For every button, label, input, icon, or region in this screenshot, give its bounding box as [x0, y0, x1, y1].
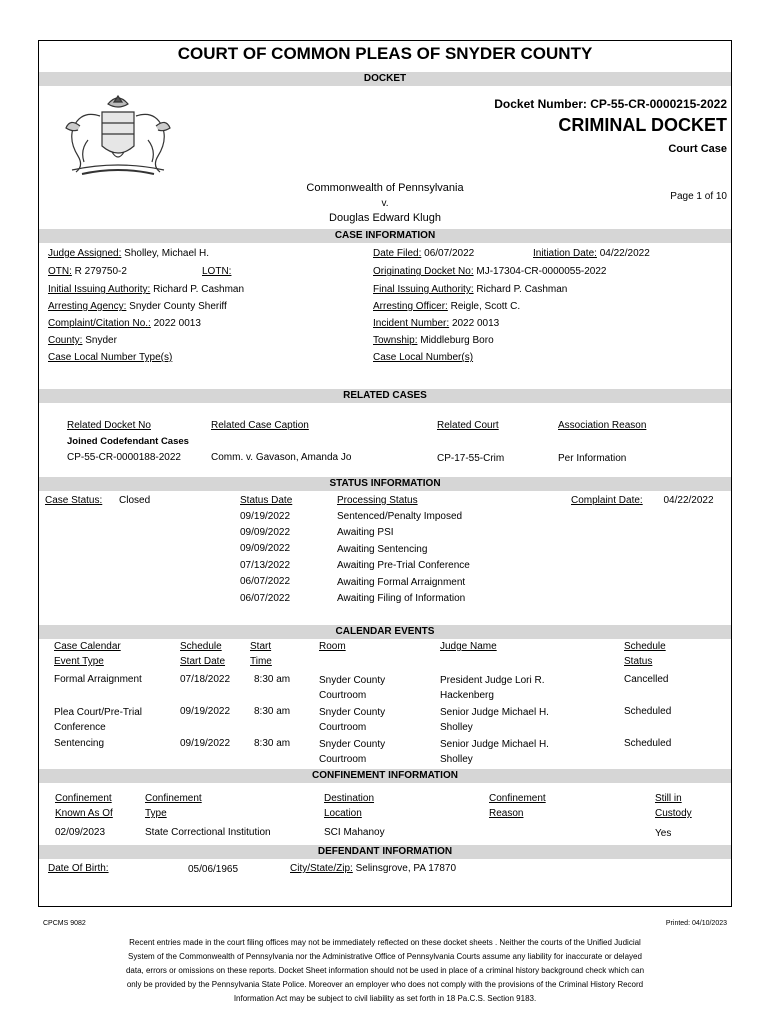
status-date: 06/07/2022: [240, 576, 291, 587]
event-type-line2: Conference: [54, 722, 106, 733]
judge-assigned-value: Sholley, Michael H.: [124, 248, 210, 259]
confinement-reason-header-line1: Confinement: [489, 793, 546, 804]
county-row: [48, 333, 117, 349]
initial-authority-value: Richard P. Cashman: [153, 284, 245, 295]
event-start-date: 09/19/2022: [180, 738, 231, 749]
schedule-status-header: [624, 639, 666, 669]
start-time-header-line1: Start: [250, 641, 272, 652]
confinement-known-header-line2: Known As Of: [55, 808, 113, 819]
status-date: 07/13/2022: [240, 560, 291, 571]
event-judge-line2: Hackenberg: [440, 690, 494, 701]
processing-status-header: Processing Status: [337, 495, 418, 506]
initiation-date-value: 04/22/2022: [599, 248, 650, 259]
incident-number-row: [373, 316, 499, 332]
status-date: 09/19/2022: [240, 511, 291, 522]
processing-status: Awaiting PSI: [337, 527, 394, 538]
judge-assigned-label: Judge Assigned:: [48, 248, 122, 259]
schedule-status-header-line2: Status: [624, 656, 653, 667]
event-start-time: 8:30 am: [254, 738, 291, 749]
county-value: Snyder: [85, 335, 117, 346]
page-indicator: Page 1 of 10: [670, 191, 727, 202]
township-row: [373, 333, 494, 349]
lotn-label: LOTN:: [202, 266, 232, 277]
city-state-zip-row: [290, 861, 456, 877]
complaint-date-row: [571, 493, 714, 509]
processing-status: Awaiting Sentencing: [337, 544, 428, 555]
event-start-time: 8:30 am: [254, 674, 291, 685]
event-room-line2: Courtroom: [319, 722, 367, 733]
event-status: Scheduled: [624, 738, 672, 749]
form-id: CPCMS 9082: [43, 920, 86, 927]
disclaimer-line: Information Act may be subject to civil liability as set forth in 18 Pa.C.S. Section 9183.: [233, 994, 537, 1003]
complaint-citation-value: 2022 0013: [153, 318, 201, 329]
complaint-citation-label: Complaint/Citation No.:: [48, 318, 151, 329]
event-room-line1: Snyder County: [319, 675, 386, 686]
docket-band: [39, 72, 731, 86]
event-type: Sentencing: [54, 738, 105, 749]
calendar-events-title: CALENDAR EVENTS: [335, 626, 435, 637]
start-time-header: [250, 639, 272, 669]
association-reason-value: Per Information: [558, 453, 627, 464]
arresting-agency-label: Arresting Agency:: [48, 301, 127, 312]
related-docket-header: Related Docket No: [67, 420, 151, 431]
case-status-label: Case Status:: [45, 495, 103, 506]
arresting-agency-value: Snyder County Sheriff: [129, 301, 227, 312]
related-court-value: CP-17-55-Crim: [437, 453, 505, 464]
still-in-custody-value: Yes: [655, 828, 672, 839]
city-state-zip-label: City/State/Zip:: [290, 863, 353, 874]
association-reason-header: Association Reason: [558, 420, 647, 431]
schedule-start-date-header-line2: Start Date: [180, 656, 226, 667]
otn-value: R 279750-2: [74, 266, 127, 277]
status-information-band: [39, 477, 731, 491]
event-status: Cancelled: [624, 674, 669, 685]
confinement-information-band: [39, 769, 731, 783]
printed-date: Printed: 04/10/2023: [665, 920, 727, 927]
event-judge-line1: Senior Judge Michael H.: [440, 739, 549, 750]
related-cases-title: RELATED CASES: [343, 390, 427, 401]
date-of-birth-label: Date Of Birth:: [48, 863, 109, 874]
processing-status: Awaiting Formal Arraignment: [337, 577, 466, 588]
court-title: COURT OF COMMON PLEAS OF SNYDER COUNTY: [177, 44, 593, 63]
case-caption-plaintiff: Commonwealth of Pennsylvania: [306, 182, 464, 194]
confinement-type-header-line2: Type: [145, 808, 167, 819]
final-authority-row: [373, 282, 567, 298]
confinement-reason-header-line2: Reason: [489, 808, 524, 819]
incident-number-label: Incident Number:: [373, 318, 450, 329]
processing-status: Sentenced/Penalty Imposed: [337, 511, 463, 522]
related-cases-band: [39, 389, 731, 403]
complaint-date-value: 04/22/2022: [663, 495, 714, 506]
processing-status: Awaiting Filing of Information: [337, 593, 466, 604]
initiation-date-row: [533, 246, 650, 262]
arresting-officer-row: [373, 299, 520, 315]
case-local-number-label: Case Local Number(s): [373, 352, 474, 363]
event-room-line1: Snyder County: [319, 707, 386, 718]
pennsylvania-seal-icon: [52, 92, 184, 178]
otn-label: OTN:: [48, 266, 72, 277]
status-information-title: STATUS INFORMATION: [329, 478, 441, 489]
date-of-birth-value: 05/06/1965: [188, 864, 239, 875]
event-room-line1: Snyder County: [319, 739, 386, 750]
case-caption-versus: v.: [381, 198, 389, 209]
date-filed-row: [373, 246, 474, 262]
otn-row: [48, 264, 127, 280]
initial-authority-label: Initial Issuing Authority:: [48, 284, 151, 295]
destination-header-line2: Location: [324, 808, 362, 819]
confinement-type-header-line1: Confinement: [145, 793, 202, 804]
final-authority-label: Final Issuing Authority:: [373, 284, 474, 295]
still-in-custody-header: [655, 791, 692, 821]
event-type-header-line1: Case Calendar: [54, 641, 121, 652]
complaint-citation-row: [48, 316, 201, 332]
judge-name-header: Judge Name: [440, 641, 497, 652]
event-type-header: [54, 639, 121, 669]
related-court-header: Related Court: [437, 420, 499, 431]
date-filed-label: Date Filed:: [373, 248, 422, 259]
schedule-start-date-header-line1: Schedule: [180, 641, 222, 652]
event-room-line2: Courtroom: [319, 754, 367, 765]
event-status: Scheduled: [624, 706, 672, 717]
township-value: Middleburg Boro: [420, 335, 494, 346]
joined-codefendant-label: Joined Codefendant Cases: [67, 436, 189, 447]
confinement-information-title: CONFINEMENT INFORMATION: [312, 770, 458, 781]
event-room: [319, 737, 385, 767]
confinement-known-as-of-value: 02/09/2023: [55, 827, 106, 838]
event-judge: [440, 673, 545, 703]
related-caption-header: Related Case Caption: [211, 420, 309, 431]
arresting-officer-value: Reigle, Scott C.: [450, 301, 521, 312]
processing-status: Awaiting Pre-Trial Conference: [337, 560, 470, 571]
event-start-date: 09/19/2022: [180, 706, 231, 717]
court-case-label: Court Case: [668, 143, 727, 155]
arresting-officer-label: Arresting Officer:: [373, 301, 448, 312]
date-filed-value: 06/07/2022: [424, 248, 475, 259]
related-docket-value: CP-55-CR-0000188-2022: [67, 452, 181, 463]
defendant-information-title: DEFENDANT INFORMATION: [317, 846, 453, 857]
final-authority-value: Richard P. Cashman: [476, 284, 568, 295]
status-date-header: Status Date: [240, 495, 293, 506]
event-judge-line1: Senior Judge Michael H.: [440, 707, 549, 718]
start-time-header-line2: Time: [250, 656, 272, 667]
event-judge-line1: President Judge Lori R.: [440, 675, 545, 686]
status-date: 09/09/2022: [240, 527, 291, 538]
confinement-type-header: [145, 791, 202, 821]
room-header: Room: [319, 641, 346, 652]
event-room-line2: Courtroom: [319, 690, 367, 701]
event-judge: [440, 737, 549, 767]
status-date: 06/07/2022: [240, 593, 291, 604]
event-start-time: 8:30 am: [254, 706, 291, 717]
still-in-custody-header-line1: Still in: [655, 793, 682, 804]
disclaimer-line: System of the Commonwealth of Pennsylvania nor the Administrative Office of Pennsylvania Courts assume any liability for inaccurate or delayed: [128, 952, 642, 961]
case-information-title: CASE INFORMATION: [334, 230, 436, 241]
destination-location-value: SCI Mahanoy: [324, 827, 385, 838]
complaint-date-label: Complaint Date:: [571, 495, 643, 506]
county-label: County:: [48, 335, 83, 346]
docket-number: Docket Number: CP-55-CR-0000215-2022: [494, 97, 727, 111]
case-information-band: [39, 229, 731, 243]
event-room: [319, 705, 385, 735]
disclaimer-line: only be provided by the Pennsylvania State Police. Moreover an employer who does not comply with the provisions of the Criminal History Record: [126, 980, 644, 989]
schedule-status-header-line1: Schedule: [624, 641, 666, 652]
confinement-known-header-line1: Confinement: [55, 793, 112, 804]
judge-assigned-row: [48, 246, 209, 262]
case-status-value: Closed: [119, 495, 151, 506]
originating-docket-row: [373, 264, 606, 280]
originating-docket-label: Originating Docket No:: [373, 266, 474, 277]
status-date: 09/09/2022: [240, 543, 291, 554]
schedule-start-date-header: [180, 639, 225, 669]
destination-header-line1: Destination: [324, 793, 375, 804]
confinement-known-as-of-header: [55, 791, 113, 821]
event-room: [319, 673, 385, 703]
confinement-reason-header: [489, 791, 546, 821]
event-start-date: 07/18/2022: [180, 674, 231, 685]
calendar-events-band: [39, 625, 731, 639]
event-judge-line2: Sholley: [440, 754, 473, 765]
destination-location-header: [324, 791, 374, 821]
incident-number-value: 2022 0013: [451, 318, 500, 329]
arresting-agency-row: [48, 299, 227, 315]
disclaimer-line: data, errors or omissions on these reports. Docket Sheet information should not be used in place of a criminal history background check which can: [125, 966, 645, 975]
event-judge-line2: Sholley: [440, 722, 473, 733]
initiation-date-label: Initiation Date:: [533, 248, 597, 259]
disclaimer-line: Recent entries made in the court filing offices may not be immediately reflected on these docket sheets . Neither the courts of the Unified Judicial: [129, 938, 641, 947]
city-state-zip-value: Selinsgrove, PA 17870: [355, 863, 457, 874]
event-type-line1: Plea Court/Pre-Trial: [54, 707, 142, 718]
event-type-header-line2: Event Type: [54, 656, 104, 667]
criminal-docket-heading: CRIMINAL DOCKET: [558, 115, 727, 135]
case-local-number-type-label: Case Local Number Type(s): [48, 352, 173, 363]
event-type: Formal Arraignment: [54, 674, 142, 685]
case-caption-defendant: Douglas Edward Klugh: [329, 212, 441, 224]
case-status-row: [45, 493, 150, 509]
confinement-type-value: State Correctional Institution: [145, 827, 271, 838]
related-caption-value: Comm. v. Gavason, Amanda Jo: [211, 452, 352, 463]
township-label: Township:: [373, 335, 418, 346]
event-judge: [440, 705, 549, 735]
defendant-information-band: [39, 845, 731, 859]
initial-authority-row: [48, 282, 244, 298]
event-type: [54, 705, 142, 735]
still-in-custody-header-line2: Custody: [655, 808, 692, 819]
docket-label: DOCKET: [363, 73, 407, 84]
originating-docket-value: MJ-17304-CR-0000055-2022: [476, 266, 607, 277]
